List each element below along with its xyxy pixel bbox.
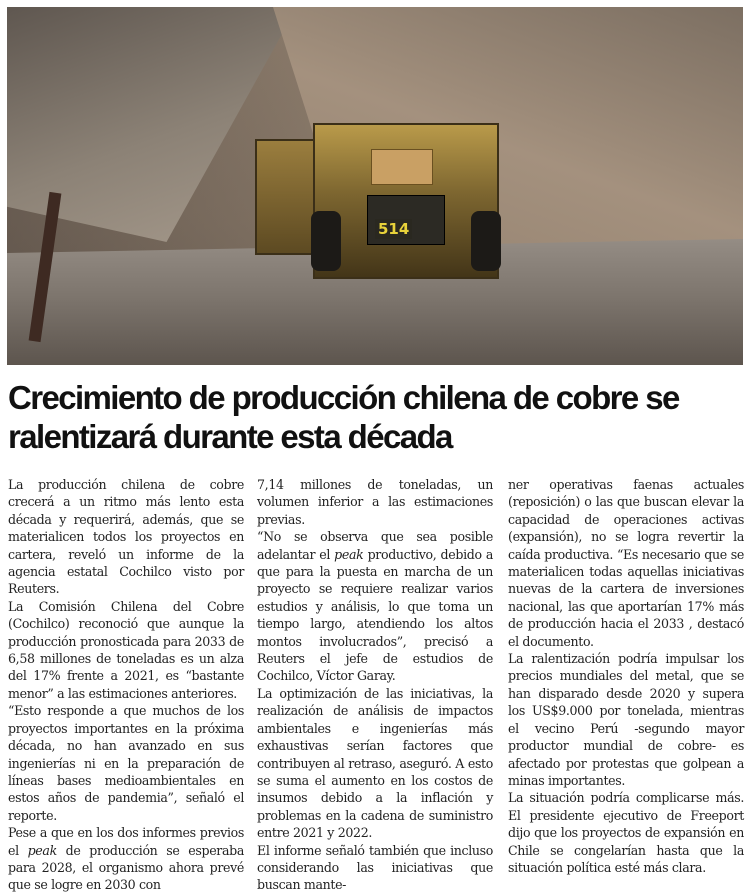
mining-truck-front	[313, 123, 499, 279]
paragraph: El informe señaló también que incluso considerando las iniciativas que buscan mante-	[257, 842, 493, 893]
paragraph: La Comisión Chilena del Cobre (Cochilco) reconoció que aunque la producción pronosticada para 2033 de 6,58 millones de toneladas es un alza del 17% frente a 2021, es “bastante menor” a las estimaciones anteriores.	[8, 598, 244, 701]
paragraph: La optimización de las iniciativas, la realización de análisis de impactos ambientales e ingenierías más exhaustivas serían factores que contribuyen al retraso, aseguró. A esto se suma el aumento en los costos de insumos debido a la inflación y problemas en la cadena de suministro entre 2021 y 2022.	[257, 685, 493, 841]
article-column-2	[257, 476, 493, 894]
truck-cab	[371, 149, 433, 185]
paragraph: ner operativas faenas actuales (reposición) o las que buscan elevar la capacidad de operaciones activas (expansión), no se logra revertir la caída productiva. “Es necesario que se materialicen todas aquellas iniciativas nuevas de la cartera de inversiones nacional, las que aportarían 17% más de producción hacia el 2033 , destacó el documento.	[508, 477, 744, 649]
headline: Crecimiento de producción chilena de cobre se ralentizará durante esta década	[8, 379, 679, 455]
paragraph	[8, 824, 244, 894]
italic-term: peak	[27, 842, 57, 858]
text-run: “No se observa que sea posible adelantar el	[257, 529, 493, 562]
paragraph: La ralentización podría impulsar los precios mundiales del metal, que se han disparado desde 2020 y supera los US$9.000 por tonelada, mientras el vecino Perú -segundo mayor productor mundial de cobre- es afectado por protestas que golpean a minas importantes.	[508, 651, 744, 788]
paragraph	[257, 528, 493, 685]
article-column-3	[508, 476, 744, 876]
italic-term: peak	[334, 546, 364, 562]
text-run: de producción se esperaba para 2028, el organismo ahora prevé que se logre en 2030 con	[8, 842, 244, 893]
text-run: productivo, debido a que para la puesta en marcha de un proyecto se requiere realizar varios estudios y análisis, lo que toma un tiempo largo, atendiendo los altos montos involucrados”, precisó a Reuters el jefe de estudios de Cochilco, Víctor Garay.	[257, 546, 493, 684]
text-run: Pese a que en los dos informes previos el	[8, 825, 244, 858]
truck-wheel-left	[311, 211, 341, 271]
article-photo	[7, 7, 743, 365]
article-column-1	[8, 476, 244, 894]
paragraph: 7,14 millones de toneladas, un volumen inferior a las estimaciones previas.	[257, 477, 493, 527]
paragraph: La situación podría complicarse más. El presidente ejecutivo de Freeport dijo que los proyectos de expansión en Chile se congelarían hasta que la situación política esté más clara.	[508, 790, 744, 875]
truck-wheel-right	[471, 211, 501, 271]
truck-number: 514	[375, 219, 412, 239]
paragraph: La producción chilena de cobre crecerá a un ritmo más lento esta década y requerirá, además, que se materialicen todos los proyectos en cartera, reveló un informe de la agencia estatal Cochilco visto por Reuters.	[8, 477, 244, 597]
paragraph: “Esto responde a que muchos de los proyectos importantes en la próxima década, no han avanzado en sus ingenierías ni en la preparación de líneas bases medioambientales en estos años de pandemia”, señaló el reporte.	[8, 703, 244, 823]
